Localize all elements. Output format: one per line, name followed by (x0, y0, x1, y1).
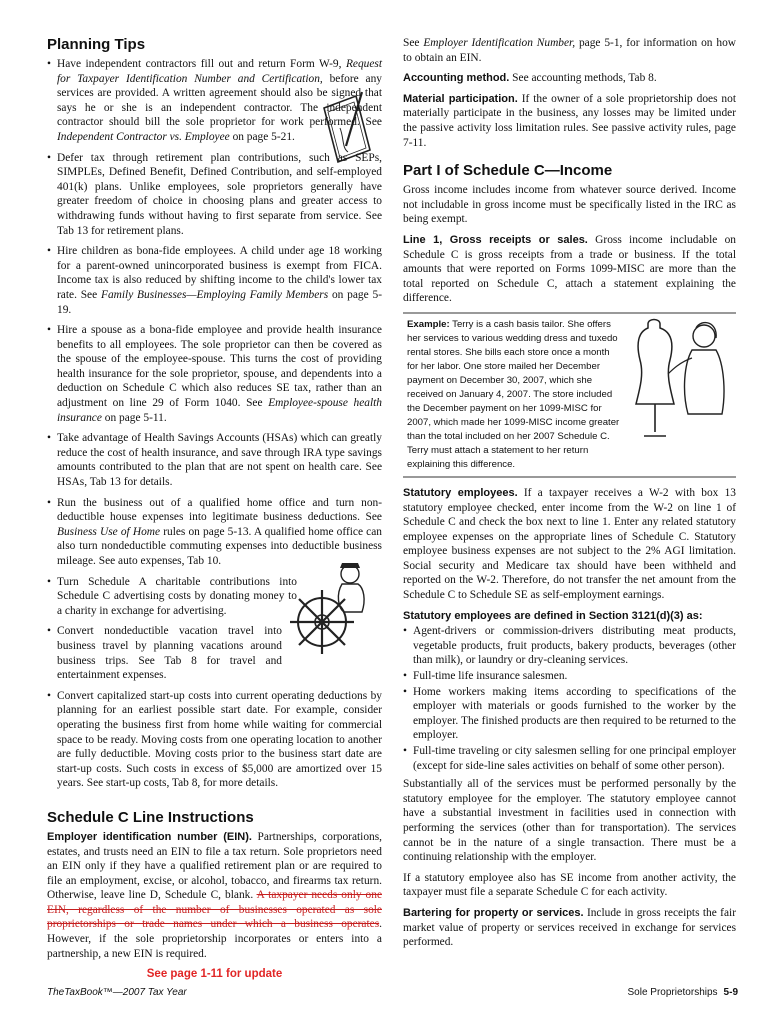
ein-paragraph: Employer identification number (EIN). Partnerships, corporations, estates, and trusts need an EIN to file a tax return. Sole proprietors need an EIN only if they have a qualified retirement plan or are required to file an employment, excise, or alcohol, tobacco, and firearms tax return. Otherwise, leave line D, Schedule C, blank. A taxpayer needs only one EIN, regardless of the number of businesses operated as sole proprietorships or trade names under which a business operates. However, if the sole proprietorship incorporates or enters into a partnership, a new EIN is required. (47, 830, 382, 960)
footer-section (628, 987, 739, 998)
substantially-all-paragraph: Substantially all of the services must be performed personally by the statutory employee for the employer. The statutory employee cannot have a substantial investment in facilities used in connection with performing the services (other than for transportation). The services cannot be in the nature of a single transaction. There must be a continuing relationship with the employer. (403, 778, 736, 864)
struck-text: A taxpayer needs only one EIN, regardless of the number of businesses operated as sole proprietorships or trade names under which a business operates (47, 889, 382, 931)
list-item: • Full-time traveling or city salesmen selling for one principal employer (except for side-line sales activities on behalf of some other person). (403, 744, 736, 773)
right-column (403, 36, 736, 956)
accounting-method-paragraph: Accounting method. See accounting methods, Tab 8. (403, 72, 657, 85)
footer-section-name: Sole Proprietorships (627, 987, 718, 998)
ein-reference: See Employer Identification Number, page 5-1, for information on how to obtain an EIN. (403, 37, 736, 64)
list-item: • Turn Schedule A charitable contributions into Schedule C advertising costs by donating money to a charity in exchange for advertising. (47, 575, 297, 619)
list-item: • Take advantage of Health Savings Accounts (HSAs) which can greatly reduce the cost of health insurance, and save through IRA type savings amounts contributed to the plan that are not spent on health care. See HSAs, Tab 13 for details. (47, 431, 382, 489)
list-item: • Hire a spouse as a bona-fide employee and provide health insurance benefits to all employees. The sole proprietor can then be covered as the spouse of the employee-spouse. This turns the cost of providing health insurance for the sole proprietor, spouse, and dependents into a deduction on Schedule C which also reduces SE tax, rather than an adjustment on line 29 of Form 1040. See Employee-spouse health insurance on page 5-11. (47, 323, 382, 425)
ein-label: Employer identification number (EIN). (47, 830, 252, 843)
example-text: Terry is a cash basis tailor. She offers her services to various wedding dress and tuxedo rental stores. She bills each store once a month for her labor. One store mailed her December payment on December 30, 2007, which she received on January 4, 2007. The store included the December payment on her 1099-MISC for 2007, which made her 1099-MISC income greater than the total included on her 2007 Schedule C. Terry must attach a statement to her return explaining this difference. (407, 318, 620, 470)
material-participation-paragraph: Material participation. If the owner of a sole proprietorship does not materially participate in the business, any losses may be limited under the passive activity loss limitation rules. See passive activity rules, page 7-11. (403, 92, 736, 149)
page-number: 5-9 (723, 987, 738, 998)
tailor-mannequin-icon (626, 314, 736, 442)
statutory-definition-list (403, 624, 736, 773)
se-income-paragraph: If a statutory employee also has SE income from another activity, the taxpayer must file a separate Schedule C for each activity. (403, 871, 736, 899)
planning-tips-list (47, 57, 382, 791)
list-item: • Defer tax through retirement plan contributions, such as SEPs, SIMPLEs, Defined Benefit, Defined Contribution, and self-employed 401(k) plans. Unlike employees, sole proprietors generally have greater freedom of choice in choosing plans and greater access to withdrawing funds without having to first separate from service. See Tab 13 for retirement plans. (47, 151, 382, 239)
list-item: • Full-time life insurance salesmen. (403, 669, 736, 684)
example-box: Example: Terry is a cash basis tailor. She offers her services to various wedding dress and tuxedo rental stores. She bills each store once a month for her labor. One store mailed her December payment on December 30, 2007, which she received on January 4, 2007. The store included the December payment on her 1099-MISC for 2007, which made her 1099-MISC income greater than the total included on her 2007 Schedule C. Terry must attach a statement to her return explaining this difference. (403, 312, 736, 478)
gross-income-paragraph: Gross income includes income from whatever source derived. Income not includable in gross income must be specifically listed in the IRC as being exempt. (403, 184, 736, 226)
statutory-definition-heading: Statutory employees are defined in Section 3121(d)(3) as: (403, 609, 703, 622)
list-item: • Convert capitalized start-up costs into current operating deductions by planning for an earliest possible start date. For example, consider operating the business first from home while waiting for commercial space to be ready. Moving costs from one operating location to another are fully deductible. Moving costs prior to the business start date are start-up costs. Such costs in excess of $5,000 are amortized over 15 years. See start-up costs, Tab 8, for more details. (47, 689, 382, 791)
list-item: • Hire children as bona-fide employees. A child under age 18 working for a parent-owned unincorporated business is exempt from FICA. Income tax is also reduced by shifting income to the child's lower tax rate. See Family Businesses—Employing Family Members on page 5-19. (47, 244, 382, 317)
left-column (47, 36, 382, 982)
bartering-paragraph: Bartering for property or services. Include in gross receipts the fair market value of property or services received in exchange for services performed. (403, 906, 736, 949)
footer-book-title: TheTaxBook™—2007 Tax Year (47, 987, 187, 998)
list-item: • Agent-drivers or commission-drivers distributing meat products, vegetable products, fruit products, bakery products, beverages (other than milk), or laundry or dry-cleaning services. (403, 624, 736, 668)
line-1-paragraph: Line 1, Gross receipts or sales. Gross income includable on Schedule C is gross receipts from a trade or business. If the total amounts that were reported on Forms 1099-MISC are more than the total reported on Schedule C, attach a statement explaining the difference. (403, 233, 736, 305)
statutory-employees-paragraph: Statutory employees. If a taxpayer receives a W-2 with box 13 statutory employee checked, enter income from the W-2 on line 1 of Schedule C and check the box next to line 1. Enter any related statutory employee expenses on the appropriate lines of Schedule C. Statutory employee business expenses are not subject to the 2% AGI limitation. Social security and Medicare tax should have been withheld and reported on the W-2. Therefore, do not transfer the net amount from the Schedule C to Schedule SE as self-employment earnings. (403, 486, 736, 602)
list-item: • Run the business out of a qualified home office and turn non-deductible house expenses into legitimate business deductions. See Business Use of Home rules on page 5-13. A qualified home office can also turn nondeductible commuting expenses into deductible business mileage. See auto expenses, Tab 10. (47, 496, 382, 569)
list-item: • Home workers making items according to specifications of the employer with materials or goods furnished to the worker by the employer. The finished products are then required to be returned to the employer. (403, 685, 736, 743)
planning-tips-heading: Planning Tips (47, 36, 146, 53)
list-item: • Have independent contractors fill out and return Form W-9, Request for Taxpayer Identification Number and Certification, before any services are provided. A written agreement should also be signed that says he or she is an independent contractor. The independent contractor should bill the sole proprietor for work performed. See Independent Contractor vs. Employee on page 5-21. (47, 57, 382, 145)
schedule-c-line-instructions-heading: Schedule C Line Instructions (47, 808, 254, 826)
list-item: • Convert nondeductible vacation travel into business travel by planning vacations around business trips. See Tab 8 for travel and entertainment expenses. (47, 624, 282, 682)
update-note: See page 1-11 for update (146, 968, 283, 981)
part-i-heading: Part I of Schedule C—Income (403, 162, 613, 180)
